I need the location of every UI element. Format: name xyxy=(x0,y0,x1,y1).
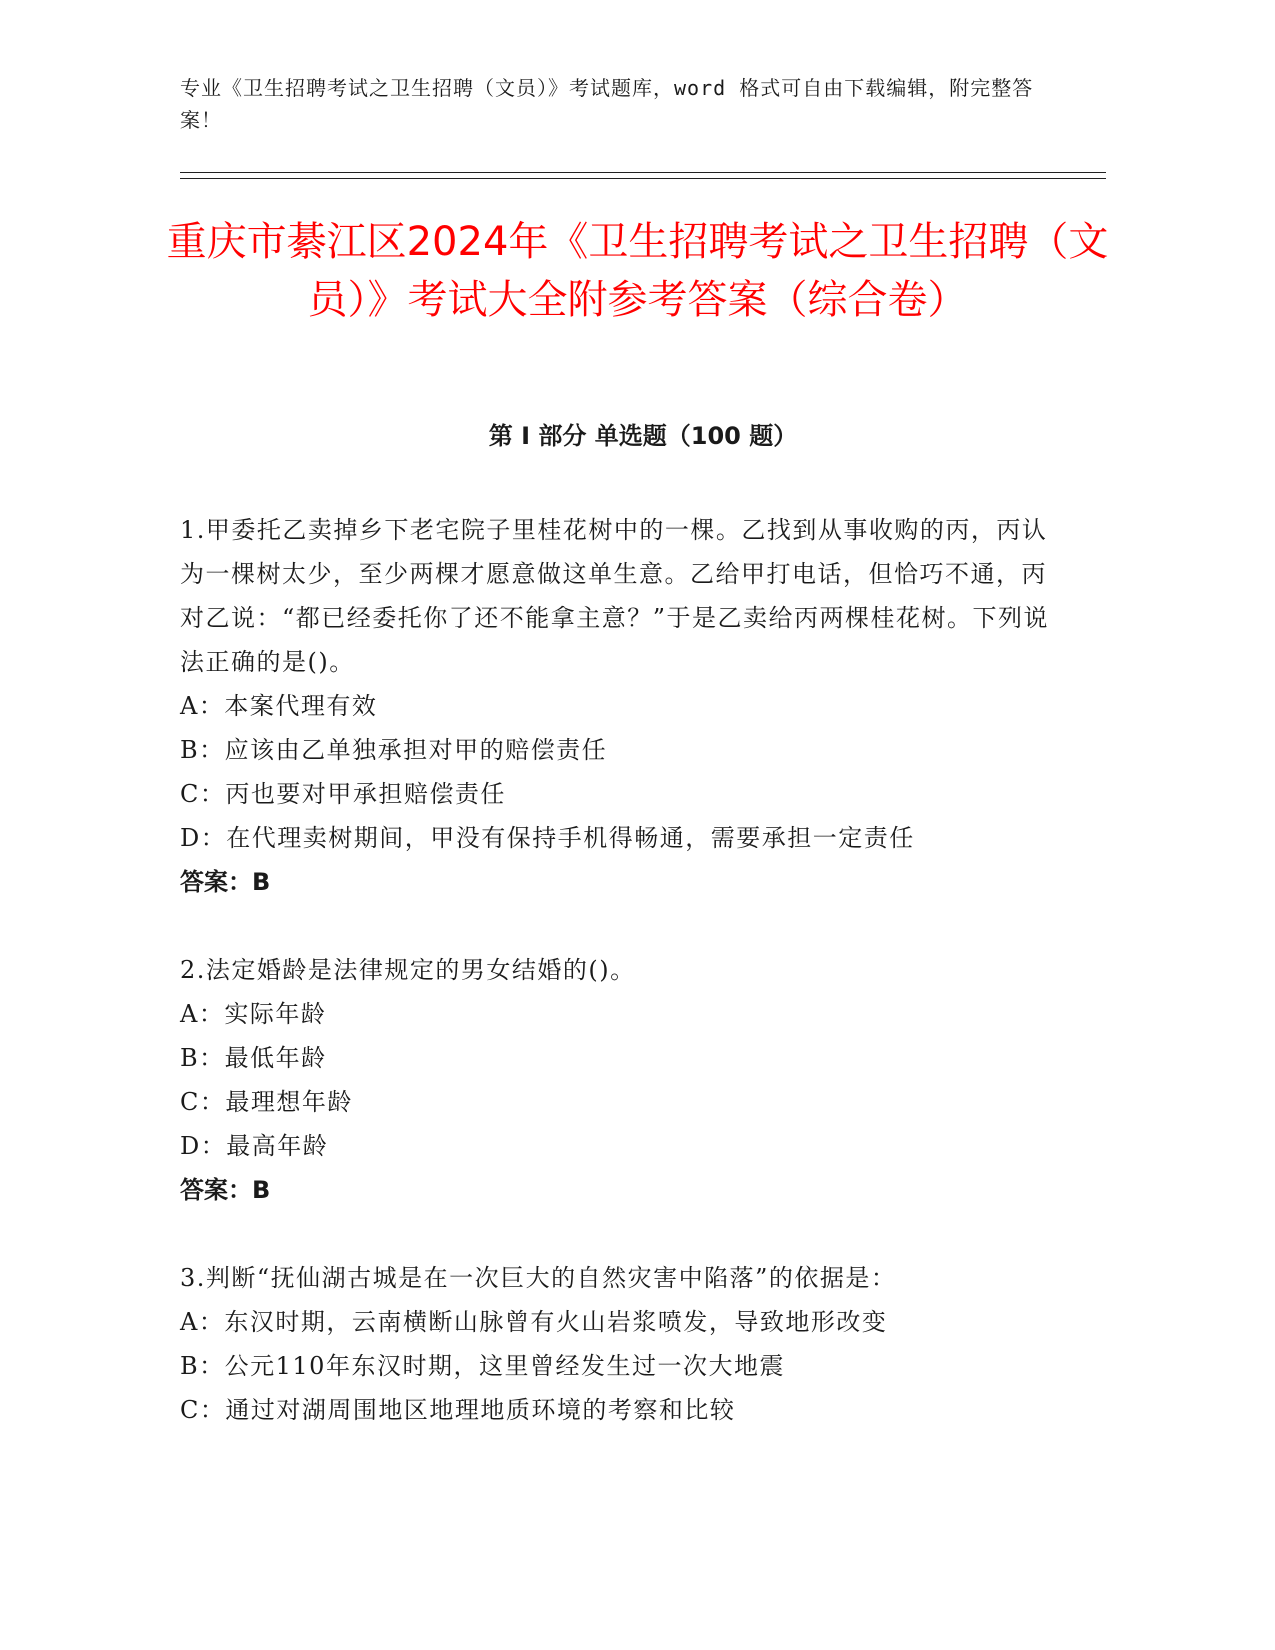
option-b: B：最低年龄 xyxy=(180,1044,327,1072)
question-stem: 3.判断“抚仙湖古城是在一次巨大的自然灾害中陷落”的依据是： xyxy=(180,1264,897,1292)
answer: 答案：B xyxy=(180,868,271,896)
question-stem: 1.甲委托乙卖掉乡下老宅院子里桂花树中的一棵。乙找到从事收购的丙，丙认为一棵树太少，至少两棵才愿意做这单生意。乙给甲打电话，但恰巧不通，丙对乙说：“都已经委托你了还不能拿主意？”于是乙卖给丙两棵桂花树。下列说法正确的是()。 xyxy=(180,516,1050,676)
option-c: C：丙也要对甲承担赔偿责任 xyxy=(180,780,506,808)
option-b: B：公元110年东汉时期，这里曾经发生过一次大地震 xyxy=(180,1352,785,1380)
answer: 答案：B xyxy=(180,1176,271,1204)
question-3 xyxy=(180,1256,1060,1432)
section-heading: 第 I 部分 单选题（100 题） xyxy=(488,422,798,450)
header-divider-bottom xyxy=(180,178,1106,179)
question-list xyxy=(180,508,1060,1476)
option-d: D：在代理卖树期间，甲没有保持手机得畅通，需要承担一定责任 xyxy=(180,824,915,852)
option-c: C：最理想年龄 xyxy=(180,1088,353,1116)
option-c: C：通过对湖周围地区地理地质环境的考察和比较 xyxy=(180,1396,736,1424)
option-a: A：实际年龄 xyxy=(180,1000,327,1028)
option-d: D：最高年龄 xyxy=(180,1132,329,1160)
header-divider-top xyxy=(180,172,1106,173)
option-a: A：本案代理有效 xyxy=(180,692,378,720)
question-1 xyxy=(180,508,1060,904)
option-b: B：应该由乙单独承担对甲的赔偿责任 xyxy=(180,736,608,764)
question-stem: 2.法定婚龄是法律规定的男女结婚的()。 xyxy=(180,956,636,984)
document-title: 重庆市綦江区2024年《卫生招聘考试之卫生招聘（文员）》考试大全附参考答案（综合卷） xyxy=(166,219,1109,323)
option-a: A：东汉时期，云南横断山脉曾有火山岩浆喷发，导致地形改变 xyxy=(180,1308,888,1336)
question-2 xyxy=(180,948,1060,1212)
header-note: 专业《卫生招聘考试之卫生招聘（文员）》考试题库，word 格式可自由下载编辑，附完整答案！ xyxy=(180,76,1034,132)
